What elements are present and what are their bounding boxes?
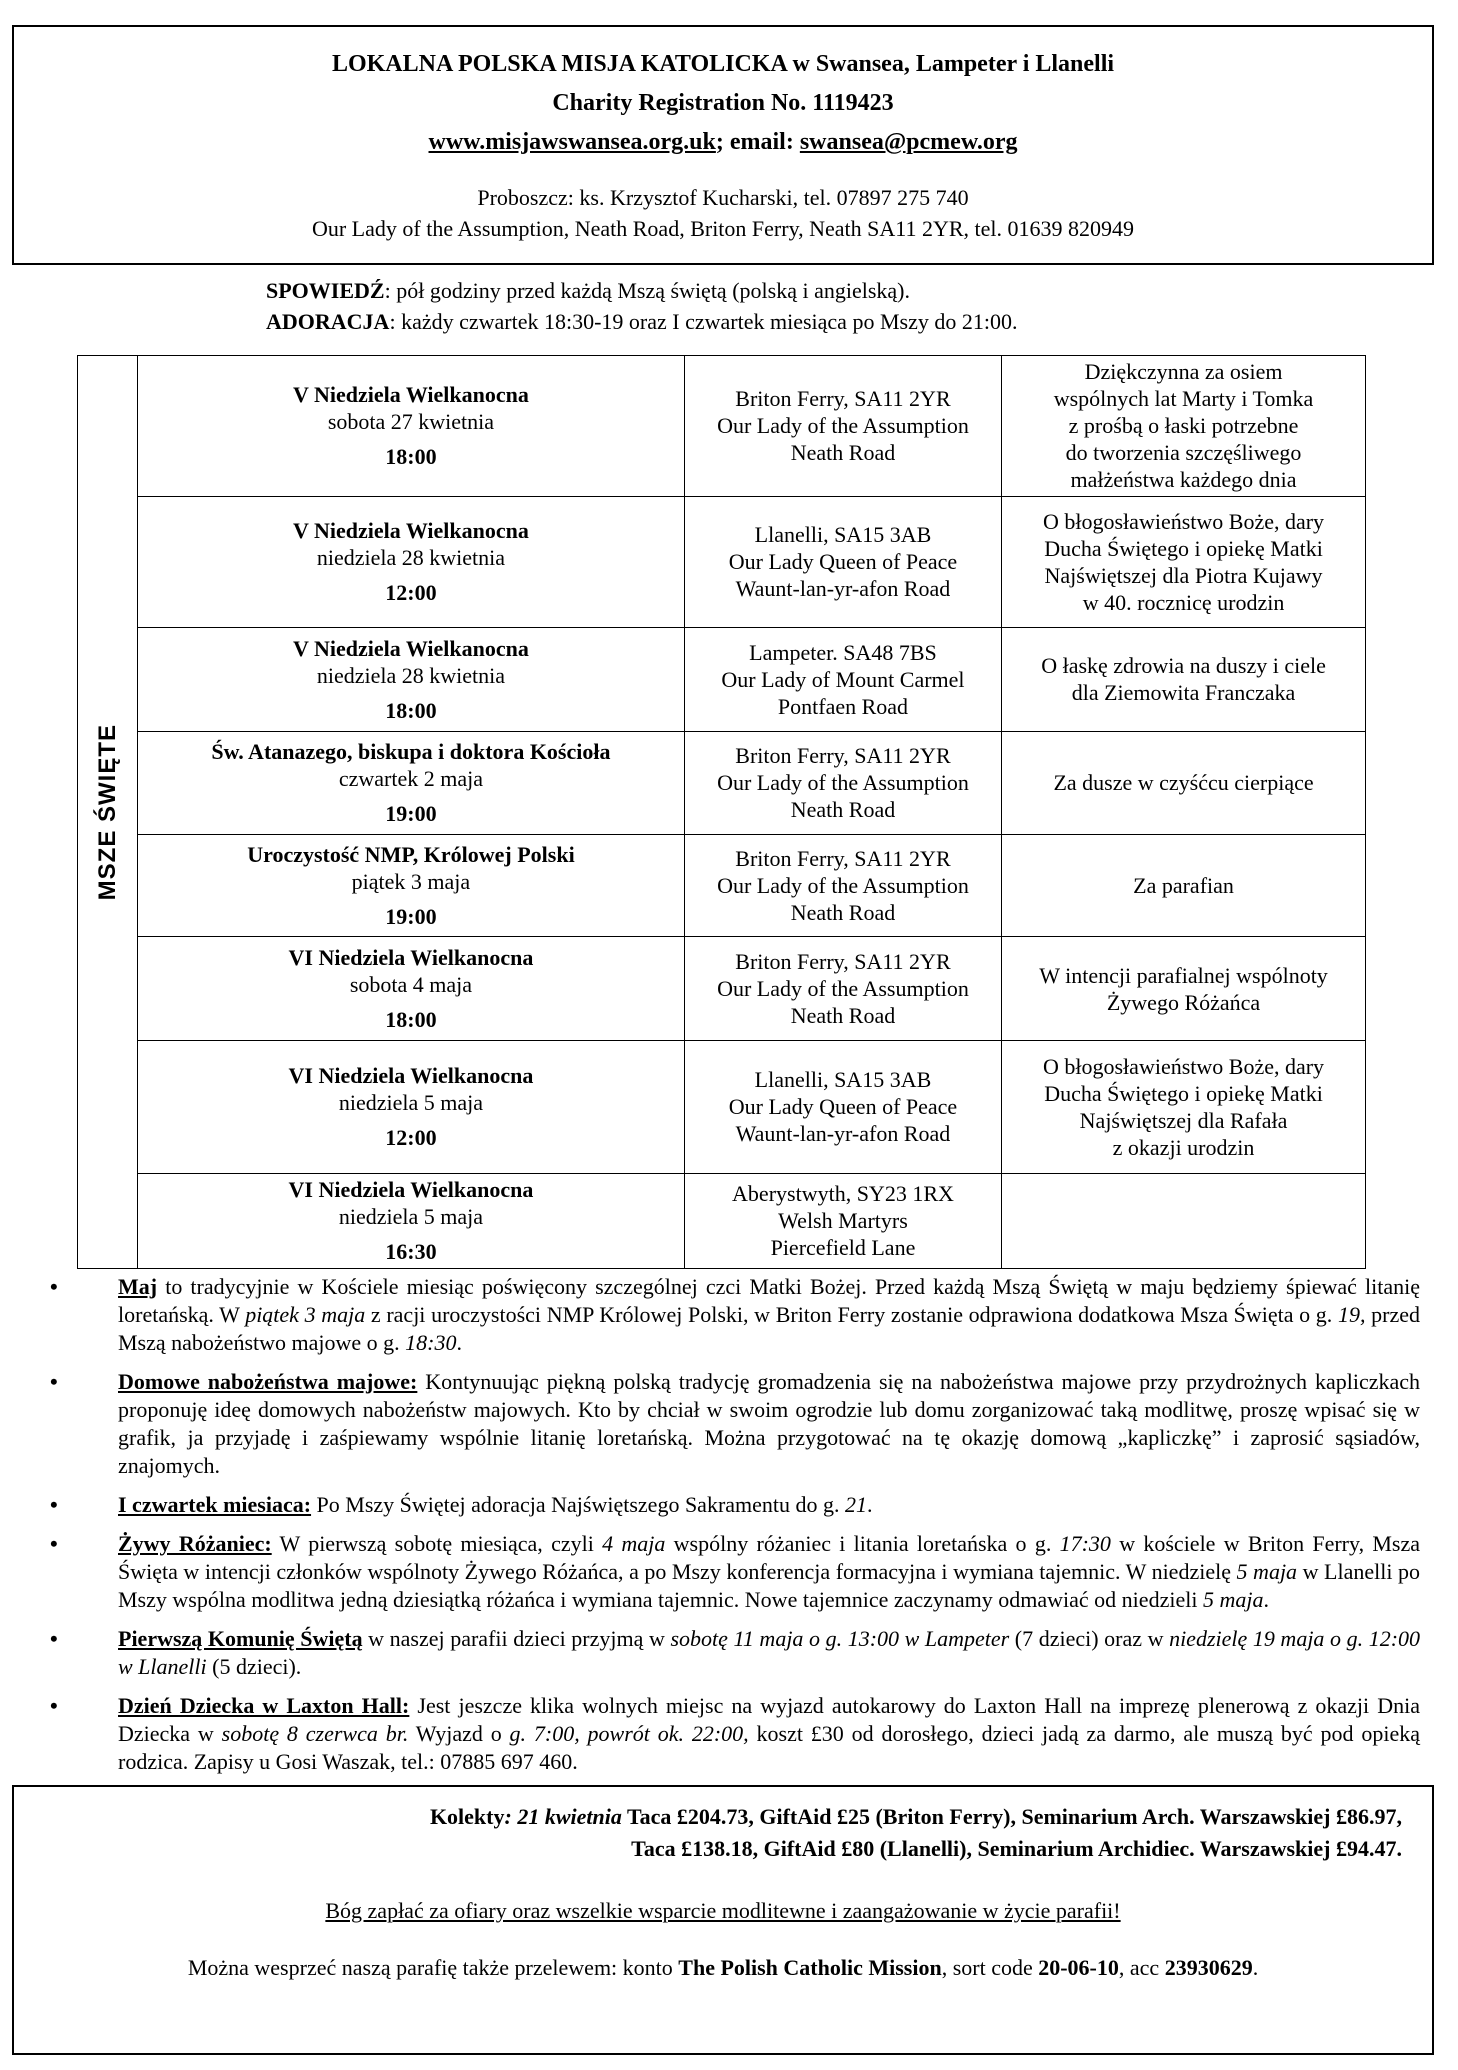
mass-place-cell	[684, 627, 1001, 732]
mass-row	[78, 356, 1366, 497]
mass-intention-cell	[1002, 1173, 1366, 1268]
announcement-lead: Dzień Dziecka w Laxton Hall:	[118, 1693, 410, 1718]
announcement-item	[50, 1625, 1420, 1681]
bank-end: .	[1252, 1955, 1259, 1980]
header-box	[12, 25, 1434, 265]
mass-name: Św. Atanazego, biskupa i doktora Kościoła	[211, 739, 611, 765]
mass-place-line: Pontfaen Road	[777, 693, 909, 719]
announcement-text: Po Mszy Świętej adoracja Najświętszego Sakramentu do g.	[311, 1492, 846, 1517]
mass-date: niedziela 28 kwietnia	[316, 662, 506, 688]
mass-place-line: Aberystwyth, SY23 1RX	[732, 1181, 954, 1207]
announcement-text: w Llanelli po Mszy wspólna modlitwa jedną dziesiątką różańca i wymiana tajemnic. Nowe tajemnice zaczynamy odmawiać od niedzieli	[118, 1559, 1420, 1612]
mass-time: 16:30	[385, 1239, 437, 1265]
mass-time: 12:00	[385, 580, 437, 606]
mass-intention-line: O błogosławieństwo Boże, dary	[1043, 1053, 1325, 1079]
announcement-text: sobotę 8 czerwca br.	[221, 1721, 409, 1746]
mass-place-line: Lampeter. SA48 7BS	[749, 639, 937, 665]
mass-intention-line: Dziękczynna za osiem	[1084, 359, 1283, 385]
mass-time: 12:00	[385, 1125, 437, 1151]
adoration-text: : każdy czwartek 18:30-19 oraz I czwartek miesiąca po Mszy do 21:00.	[389, 309, 1018, 334]
bullet-icon: •	[50, 1693, 58, 1718]
announcement-text: Kontynuując piękną polską tradycję gromadzenia się na nabożeństwa majowe przy przydrożnych kapliczkach proponuję ideę domowych nabożeństw majowych. Kto by chciał w swoim ogrodzie lub domu zorganizować taką modlitwę, proszę wpisać się w grafik, ja przyjadę i zaśpiewamy wspólnie litanię loretańską. Można przygotować na tę okazję domową „kapliczkę” i zaprosić sąsiadów, znajomych.	[118, 1369, 1420, 1478]
bullet-icon: •	[50, 1274, 58, 1299]
bank-info	[14, 1952, 1432, 1983]
mass-date: niedziela 5 maja	[338, 1204, 484, 1230]
thanks-note: Bóg zapłać za ofiary oraz wszelkie wsparcie modlitewne i zaangażowanie w życie parafii!	[325, 1898, 1121, 1923]
mass-place-line: Briton Ferry, SA11 2YR	[735, 386, 951, 412]
collections-line-2: Taca £138.18, GiftAid £80 (Llanelli), Seminarium Archidiec. Warszawskiej £94.47.	[631, 1836, 1402, 1861]
announcement-text: (7 dzieci) oraz w	[1009, 1626, 1170, 1651]
mass-place-line: Briton Ferry, SA11 2YR	[735, 846, 951, 872]
sort-code: 20-06-10	[1038, 1955, 1119, 1980]
announcement-item	[50, 1273, 1420, 1357]
mass-row	[78, 1040, 1366, 1173]
mass-time: 18:00	[385, 444, 437, 470]
mass-place-cell	[684, 496, 1001, 627]
mass-title-cell	[138, 627, 685, 732]
collections-text-1: Taca £204.73, GiftAid £25 (Briton Ferry), Seminarium Arch. Warszawskiej £86.97,	[621, 1804, 1402, 1829]
mass-row	[78, 1173, 1366, 1268]
announcement-text: 4 maja	[602, 1531, 666, 1556]
mass-title-cell	[138, 1173, 685, 1268]
mass-schedule-table	[77, 355, 1366, 1269]
mass-name: VI Niedziela Wielkanocna	[288, 1063, 534, 1089]
account-label: , acc	[1118, 1955, 1165, 1980]
announcement-lead: I czwartek miesiaca:	[118, 1492, 312, 1517]
announcement-text: sobotę 11 maja o g. 13:00 w Lampeter	[670, 1626, 1010, 1651]
mass-place-line: Our Lady of the Assumption	[717, 873, 969, 899]
announcement-text: 5 maja	[1236, 1559, 1298, 1584]
announcement-lead: Żywy Różaniec:	[118, 1531, 272, 1556]
priest-info: Proboszcz: ks. Krzysztof Kucharski, tel. 07897 275 740	[477, 185, 969, 210]
account-number: 23930629	[1164, 1955, 1253, 1980]
mass-date: sobota 27 kwietnia	[327, 409, 495, 435]
mass-intention-line: z prośbą o łaski potrzebne	[1068, 413, 1299, 439]
mass-place-line: Neath Road	[790, 440, 896, 466]
mass-name: Uroczystość NMP, Królowej Polski	[247, 842, 575, 868]
announcement-text: g. 7:00, powrót ok. 22:00,	[509, 1721, 749, 1746]
confession-notice	[266, 275, 1366, 306]
announcement-text: .	[456, 1330, 462, 1355]
charity-number: Charity Registration No. 1119423	[552, 90, 894, 116]
mass-row	[78, 627, 1366, 732]
announcement-text: W pierwszą sobotę miesiąca, czyli	[271, 1531, 603, 1556]
mass-row	[78, 937, 1366, 1041]
announcement-text: w kościele w Briton Ferry, Msza Święta w intencji członków wspólnoty Żywego Różańca, a po Mszy konferencja formacyjna i wymiana tajemnic. W niedzielę	[118, 1531, 1421, 1584]
mass-intention-line: Za dusze w czyśćcu cierpiące	[1053, 770, 1314, 796]
announcement-text: przed Mszą nabożeństwo majowe o g.	[118, 1302, 1420, 1355]
collections-label: Kolekty	[429, 1804, 505, 1829]
mass-place-line: Piercefield Lane	[770, 1235, 916, 1261]
mass-place-cell	[684, 834, 1001, 937]
mass-place-line: Our Lady Queen of Peace	[728, 1094, 958, 1120]
collections-date: : 21 kwietnia	[504, 1804, 622, 1829]
mass-intention-line: wspólnych lat Marty i Tomka	[1053, 386, 1314, 412]
announcement-text: Jest jeszcze klika wolnych miejsc na wyjazd autokarowy do Laxton Hall na imprezę plenerową z okazji Dnia Dziecka w	[118, 1693, 1420, 1746]
mission-title: LOKALNA POLSKA MISJA KATOLICKA w Swansea, Lampeter i Llanelli	[331, 51, 1115, 77]
mass-place-line: Neath Road	[790, 1003, 896, 1029]
mass-intention-line: W intencji parafialnej wspólnoty	[1039, 962, 1328, 988]
mass-intention-line: Ducha Świętego i opiekę Matki	[1044, 535, 1323, 561]
mass-place-line: Llanelli, SA15 3AB	[754, 1067, 932, 1093]
mass-place-line: Our Lady Queen of Peace	[728, 549, 958, 575]
mass-place-line: Our Lady of the Assumption	[717, 976, 969, 1002]
mass-name: VI Niedziela Wielkanocna	[288, 945, 534, 971]
announcement-text: piątek 3 maja	[245, 1302, 366, 1327]
mass-place-cell	[684, 1040, 1001, 1173]
mass-title-cell	[138, 356, 685, 497]
mass-side-cell	[78, 356, 138, 1269]
mass-place-line: Neath Road	[790, 797, 896, 823]
mass-row	[78, 496, 1366, 627]
mass-place-line: Our Lady of Mount Carmel	[721, 666, 965, 692]
bank-account-name: The Polish Catholic Mission	[678, 1955, 942, 1980]
announcement-text: 18:30	[405, 1330, 457, 1355]
announcement-text: w naszej parafii dzieci przyjmą w	[362, 1626, 671, 1651]
announcement-text: z racji uroczystości NMP Królowej Polski, w Briton Ferry zostanie odprawiona dodatkowa Msza Święta o g.	[365, 1302, 1338, 1327]
announcement-item	[50, 1530, 1420, 1614]
mass-intention-line: dla Ziemowita Franczaka	[1071, 680, 1296, 706]
mass-intention-line: w 40. rocznicę urodzin	[1082, 589, 1285, 615]
announcement-item	[50, 1692, 1420, 1776]
mass-name: V Niedziela Wielkanocna	[292, 518, 529, 544]
announcement-lead: Domowe nabożeństwa majowe:	[118, 1369, 418, 1394]
mass-title-cell	[138, 496, 685, 627]
bullet-icon: •	[50, 1626, 58, 1651]
announcement-text: Wyjazd o	[408, 1721, 510, 1746]
announcement-lead: Pierwszą Komunię Świętą	[118, 1626, 363, 1651]
mass-intention-line: do tworzenia szczęśliwego	[1065, 440, 1302, 466]
mass-intention-cell	[1002, 1040, 1366, 1173]
mass-intention-cell	[1002, 732, 1366, 835]
mass-date: czwartek 2 maja	[338, 766, 483, 792]
announcement-text: .	[1263, 1587, 1269, 1612]
announcement-item	[50, 1368, 1420, 1480]
bank-prefix: Można wesprzeć naszą parafię także przelewem: konto	[187, 1955, 679, 1980]
mass-time: 18:00	[385, 697, 437, 723]
mass-time: 19:00	[385, 904, 437, 930]
mass-intention-line: Najświętszej dla Piotra Kujawy	[1044, 562, 1323, 588]
adoration-label: ADORACJA	[266, 309, 390, 334]
announcement-text: 19,	[1337, 1302, 1366, 1327]
mass-intention-cell	[1002, 356, 1366, 497]
announcement-text: to tradycyjnie w Kościele miesiąc poświęcony szczególnej czci Matki Bożej. Przed każdą Mszą Świętą w maju będziemy śpiewać litanię loretańską. W	[118, 1274, 1420, 1327]
mass-title-cell	[138, 834, 685, 937]
mass-title-cell	[138, 732, 685, 835]
bullet-icon: •	[50, 1492, 58, 1517]
mass-intention-line: Najświętszej dla Rafała	[1079, 1107, 1288, 1133]
mass-time: 19:00	[385, 801, 437, 827]
mass-place-cell	[684, 1173, 1001, 1268]
mass-place-line: Waunt-lan-yr-afon Road	[735, 1121, 951, 1147]
sort-code-label: , sort code	[941, 1955, 1039, 1980]
announcement-text: (5 dzieci).	[206, 1654, 302, 1679]
confession-text: : pół godziny przed każdą Mszą świętą (polską i angielską).	[384, 278, 910, 303]
mass-name: V Niedziela Wielkanocna	[292, 635, 529, 661]
mass-intention-line: małżeństwa każdego dnia	[1070, 467, 1297, 493]
mass-row	[78, 834, 1366, 937]
announcements-list	[50, 1273, 1420, 1787]
mass-date: niedziela 5 maja	[338, 1090, 484, 1116]
mass-place-cell	[684, 356, 1001, 497]
mass-date: niedziela 28 kwietnia	[316, 545, 506, 571]
footer-box	[12, 1785, 1434, 2055]
mass-intention-cell	[1002, 627, 1366, 732]
mass-place-cell	[684, 732, 1001, 835]
mass-place-line: Waunt-lan-yr-afon Road	[735, 576, 951, 602]
bullet-icon: •	[50, 1531, 58, 1556]
mass-intention-line: O błogosławieństwo Boże, dary	[1043, 508, 1325, 534]
email-link[interactable]: swansea@pcmew.org	[799, 129, 1018, 155]
mass-intention-cell	[1002, 834, 1366, 937]
collections-line-1	[14, 1801, 1432, 1833]
adoration-notice	[266, 306, 1366, 337]
mass-place-line: Llanelli, SA15 3AB	[754, 522, 932, 548]
mass-intention-line: Za parafian	[1133, 873, 1234, 899]
announcement-text: 21	[845, 1492, 868, 1517]
mass-name: V Niedziela Wielkanocna	[292, 382, 529, 408]
mass-place-cell	[684, 937, 1001, 1041]
mass-intention-line: Ducha Świętego i opiekę Matki	[1044, 1080, 1323, 1106]
bullet-icon: •	[50, 1369, 58, 1394]
mass-intention-line: O łaskę zdrowia na duszy i ciele	[1041, 653, 1326, 679]
announcement-lead: Maj	[118, 1274, 158, 1299]
mass-place-line: Briton Ferry, SA11 2YR	[735, 743, 951, 769]
mass-title-cell	[138, 937, 685, 1041]
mass-place-line: Briton Ferry, SA11 2YR	[735, 949, 951, 975]
mass-date: piątek 3 maja	[351, 869, 471, 895]
mass-place-line: Welsh Martyrs	[778, 1208, 908, 1234]
mass-name: VI Niedziela Wielkanocna	[288, 1177, 534, 1203]
announcement-item	[50, 1491, 1420, 1519]
announcement-text: koszt £30 od dorosłego, dzieci jadą za darmo, ale muszą być pod opieką rodzica. Zapisy u Gosi Waszak, tel.: 07885 697 460.	[118, 1721, 1420, 1774]
confession-label: SPOWIEDŹ	[266, 278, 385, 303]
announcement-text: .	[867, 1492, 873, 1517]
church-address: Our Lady of the Assumption, Neath Road, Briton Ferry, Neath SA11 2YR, tel. 01639 820949	[311, 216, 1135, 241]
mass-intention-cell	[1002, 496, 1366, 627]
mass-intention-line: Żywego Różańca	[1106, 989, 1261, 1015]
mass-place-line: Our Lady of the Assumption	[717, 770, 969, 796]
mass-time: 18:00	[385, 1007, 437, 1033]
mass-row	[78, 732, 1366, 835]
announcement-text: niedzielę 19 maja o g. 12:00 w Llanelli	[118, 1626, 1421, 1679]
contact-line	[14, 123, 1432, 162]
announcement-text: 5 maja	[1202, 1587, 1264, 1612]
mass-place-line: Our Lady of the Assumption	[717, 413, 969, 439]
mass-date: sobota 4 maja	[349, 972, 473, 998]
mass-place-line: Neath Road	[790, 900, 896, 926]
website-link[interactable]: www.misjawswansea.org.uk	[428, 129, 716, 155]
announcement-text: 17:30	[1059, 1531, 1111, 1556]
contact-separator: ; email:	[715, 129, 800, 155]
announcement-text: wspólny różaniec i litania loretańska o g.	[665, 1531, 1060, 1556]
mass-title-cell	[138, 1040, 685, 1173]
mass-intention-cell	[1002, 937, 1366, 1041]
mass-side-label: MSZE ŚWIĘTE	[94, 723, 121, 901]
mass-intention-line: z okazji urodzin	[1112, 1134, 1255, 1160]
